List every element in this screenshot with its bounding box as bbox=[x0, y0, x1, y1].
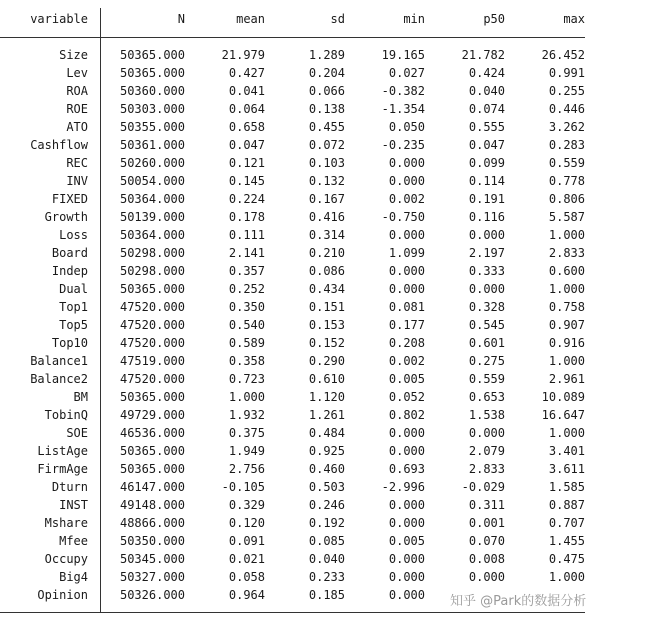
value-cell: 0.358 bbox=[228, 354, 265, 368]
table-row bbox=[0, 370, 585, 388]
value-cell: 0.191 bbox=[468, 192, 505, 206]
value-cell: 0.151 bbox=[308, 300, 345, 314]
value-cell: 1.000 bbox=[548, 570, 585, 584]
value-cell: 1.289 bbox=[308, 48, 345, 62]
value-cell: 0.000 bbox=[388, 444, 425, 458]
value-cell: 19.165 bbox=[381, 48, 425, 62]
table-row bbox=[0, 154, 585, 172]
value-cell: 5.587 bbox=[548, 210, 585, 224]
value-cell: 0.601 bbox=[468, 336, 505, 350]
value-cell: 2.141 bbox=[228, 246, 265, 260]
variable-name-cell: ROE bbox=[66, 102, 88, 116]
value-cell: 0.005 bbox=[388, 534, 425, 548]
value-cell: 0.460 bbox=[308, 462, 345, 476]
value-cell: 0.328 bbox=[468, 300, 505, 314]
value-cell: 0.114 bbox=[468, 174, 505, 188]
value-cell: 0.000 bbox=[468, 282, 505, 296]
variable-name-cell: Mshare bbox=[44, 516, 88, 530]
value-cell: 0.314 bbox=[308, 228, 345, 242]
value-cell: 0.600 bbox=[548, 264, 585, 278]
value-cell: 16.647 bbox=[541, 408, 585, 422]
variable-name-cell: Dual bbox=[59, 282, 88, 296]
table-row bbox=[0, 406, 585, 424]
value-cell: 50298.000 bbox=[119, 264, 185, 278]
table-row bbox=[0, 424, 585, 442]
value-cell: 48866.000 bbox=[119, 516, 185, 530]
table-row bbox=[0, 352, 585, 370]
header-divider bbox=[0, 37, 585, 38]
value-cell: 0.040 bbox=[468, 84, 505, 98]
value-cell: 0.085 bbox=[308, 534, 345, 548]
value-cell: 0.503 bbox=[308, 480, 345, 494]
value-cell: 0.559 bbox=[468, 372, 505, 386]
value-cell: 50345.000 bbox=[119, 552, 185, 566]
value-cell: 0.693 bbox=[388, 462, 425, 476]
value-cell: 0.658 bbox=[228, 120, 265, 134]
variable-name-cell: FIXED bbox=[51, 192, 88, 206]
value-cell: 49148.000 bbox=[119, 498, 185, 512]
table-bottom-rule bbox=[0, 612, 585, 613]
variable-name-cell: Loss bbox=[59, 228, 88, 242]
value-cell: -0.029 bbox=[461, 480, 505, 494]
variable-name-cell: Top5 bbox=[59, 318, 88, 332]
table-row bbox=[0, 280, 585, 298]
value-cell: 50365.000 bbox=[119, 66, 185, 80]
value-cell: 0.041 bbox=[228, 84, 265, 98]
value-cell: 0.252 bbox=[228, 282, 265, 296]
value-cell: 50364.000 bbox=[119, 192, 185, 206]
variable-name-cell: Growth bbox=[44, 210, 88, 224]
value-cell: 49729.000 bbox=[119, 408, 185, 422]
variable-name-cell: Indep bbox=[51, 264, 88, 278]
value-cell: 1.000 bbox=[548, 282, 585, 296]
value-cell: -2.996 bbox=[381, 480, 425, 494]
value-cell: 0.086 bbox=[308, 264, 345, 278]
value-cell: 0.000 bbox=[388, 156, 425, 170]
table-row bbox=[0, 550, 585, 568]
value-cell: 0.040 bbox=[308, 552, 345, 566]
value-cell: 50361.000 bbox=[119, 138, 185, 152]
variable-name-cell: Board bbox=[51, 246, 88, 260]
value-cell: 1.949 bbox=[228, 444, 265, 458]
value-cell: 0.329 bbox=[228, 498, 265, 512]
value-cell: 50054.000 bbox=[119, 174, 185, 188]
table-row bbox=[0, 244, 585, 262]
value-cell: 0.000 bbox=[388, 516, 425, 530]
table-row bbox=[0, 172, 585, 190]
value-cell: 0.000 bbox=[388, 174, 425, 188]
variable-name-cell: ROA bbox=[66, 84, 88, 98]
value-cell: 0.177 bbox=[388, 318, 425, 332]
value-cell: 0.116 bbox=[468, 210, 505, 224]
table-row bbox=[0, 208, 585, 226]
value-cell: 0.145 bbox=[228, 174, 265, 188]
value-cell: 50260.000 bbox=[119, 156, 185, 170]
value-cell: 46536.000 bbox=[119, 426, 185, 440]
table-row bbox=[0, 226, 585, 244]
header-row bbox=[0, 10, 585, 28]
value-cell: 0.132 bbox=[308, 174, 345, 188]
header-p50: p50 bbox=[483, 12, 505, 26]
value-cell: 0.008 bbox=[468, 552, 505, 566]
value-cell: 0.246 bbox=[308, 498, 345, 512]
value-cell: 47520.000 bbox=[119, 372, 185, 386]
value-cell: 0.357 bbox=[228, 264, 265, 278]
value-cell: 0.192 bbox=[308, 516, 345, 530]
value-cell: 50303.000 bbox=[119, 102, 185, 116]
variable-name-cell: Size bbox=[59, 48, 88, 62]
value-cell: 0.778 bbox=[548, 174, 585, 188]
value-cell: 0.000 bbox=[388, 498, 425, 512]
value-cell: 0.047 bbox=[468, 138, 505, 152]
value-cell: 0.484 bbox=[308, 426, 345, 440]
value-cell: 50365.000 bbox=[119, 282, 185, 296]
value-cell: 0.000 bbox=[388, 570, 425, 584]
value-cell: 0.233 bbox=[308, 570, 345, 584]
value-cell: 0.311 bbox=[468, 498, 505, 512]
value-cell: 47519.000 bbox=[119, 354, 185, 368]
value-cell: 0.050 bbox=[388, 120, 425, 134]
value-cell: 0.111 bbox=[228, 228, 265, 242]
value-cell: 50350.000 bbox=[119, 534, 185, 548]
value-cell: 1.000 bbox=[548, 228, 585, 242]
value-cell: 50365.000 bbox=[119, 390, 185, 404]
value-cell: 0.047 bbox=[228, 138, 265, 152]
value-cell: 0.545 bbox=[468, 318, 505, 332]
header-max: max bbox=[563, 12, 585, 26]
value-cell: 1.261 bbox=[308, 408, 345, 422]
value-cell: 0.178 bbox=[228, 210, 265, 224]
value-cell: 0.021 bbox=[228, 552, 265, 566]
value-cell: 50139.000 bbox=[119, 210, 185, 224]
value-cell: 1.932 bbox=[228, 408, 265, 422]
value-cell: 2.197 bbox=[468, 246, 505, 260]
variable-name-cell: Balance1 bbox=[30, 354, 88, 368]
value-cell: 1.000 bbox=[228, 390, 265, 404]
value-cell: 0.255 bbox=[548, 84, 585, 98]
value-cell: 50365.000 bbox=[119, 48, 185, 62]
value-cell: 0.907 bbox=[548, 318, 585, 332]
value-cell: 0.475 bbox=[548, 552, 585, 566]
value-cell: 50326.000 bbox=[119, 588, 185, 602]
value-cell: 0.000 bbox=[388, 426, 425, 440]
value-cell: 2.079 bbox=[468, 444, 505, 458]
value-cell: 0.290 bbox=[308, 354, 345, 368]
value-cell: 0.121 bbox=[228, 156, 265, 170]
value-cell: 21.979 bbox=[221, 48, 265, 62]
value-cell: 0.427 bbox=[228, 66, 265, 80]
value-cell: 0.653 bbox=[468, 390, 505, 404]
variable-name-cell: Mfee bbox=[59, 534, 88, 548]
value-cell: 0.153 bbox=[308, 318, 345, 332]
variable-name-cell: Cashflow bbox=[30, 138, 88, 152]
value-cell: 0.610 bbox=[308, 372, 345, 386]
value-cell: 1.000 bbox=[548, 426, 585, 440]
table-row bbox=[0, 136, 585, 154]
value-cell: 10.089 bbox=[541, 390, 585, 404]
value-cell: 0.002 bbox=[388, 192, 425, 206]
value-cell: 0.000 bbox=[388, 228, 425, 242]
table-row bbox=[0, 532, 585, 550]
table-row bbox=[0, 262, 585, 280]
value-cell: 0.925 bbox=[308, 444, 345, 458]
value-cell: 1.099 bbox=[388, 246, 425, 260]
value-cell: 47520.000 bbox=[119, 318, 185, 332]
table-row bbox=[0, 460, 585, 478]
value-cell: 2.756 bbox=[228, 462, 265, 476]
value-cell: -0.750 bbox=[381, 210, 425, 224]
value-cell: 0.375 bbox=[228, 426, 265, 440]
value-cell: 0.185 bbox=[308, 588, 345, 602]
value-cell: 1.585 bbox=[548, 480, 585, 494]
value-cell: 0.000 bbox=[468, 570, 505, 584]
value-cell: 1.120 bbox=[308, 390, 345, 404]
value-cell: 0.001 bbox=[468, 516, 505, 530]
variable-name-cell: Big4 bbox=[59, 570, 88, 584]
value-cell: 0.058 bbox=[228, 570, 265, 584]
value-cell: 1.538 bbox=[468, 408, 505, 422]
value-cell: 0.887 bbox=[548, 498, 585, 512]
value-cell: 1.000 bbox=[548, 354, 585, 368]
value-cell: 1.455 bbox=[548, 534, 585, 548]
table-row bbox=[0, 118, 585, 136]
variable-name-cell: INV bbox=[66, 174, 88, 188]
table-row bbox=[0, 514, 585, 532]
table-row bbox=[0, 64, 585, 82]
value-cell: 0.208 bbox=[388, 336, 425, 350]
value-cell: 0.138 bbox=[308, 102, 345, 116]
value-cell: 0.000 bbox=[388, 282, 425, 296]
variable-name-cell: Top10 bbox=[51, 336, 88, 350]
value-cell: 0.066 bbox=[308, 84, 345, 98]
value-cell: 50364.000 bbox=[119, 228, 185, 242]
value-cell: 0.074 bbox=[468, 102, 505, 116]
value-cell: 0.916 bbox=[548, 336, 585, 350]
value-cell: 0.064 bbox=[228, 102, 265, 116]
value-cell: 0.103 bbox=[308, 156, 345, 170]
value-cell: 0.416 bbox=[308, 210, 345, 224]
table-row bbox=[0, 442, 585, 460]
value-cell: 0.806 bbox=[548, 192, 585, 206]
variable-name-cell: REC bbox=[66, 156, 88, 170]
variable-name-cell: ATO bbox=[66, 120, 88, 134]
value-cell: 2.961 bbox=[548, 372, 585, 386]
table-row bbox=[0, 100, 585, 118]
value-cell: 0.589 bbox=[228, 336, 265, 350]
value-cell: -0.235 bbox=[381, 138, 425, 152]
value-cell: 0.723 bbox=[228, 372, 265, 386]
value-cell: 0.000 bbox=[388, 588, 425, 602]
value-cell: 0.120 bbox=[228, 516, 265, 530]
value-cell: 50365.000 bbox=[119, 444, 185, 458]
variable-name-cell: TobinQ bbox=[44, 408, 88, 422]
value-cell: 0.283 bbox=[548, 138, 585, 152]
value-cell: 0.000 bbox=[388, 552, 425, 566]
value-cell: 50327.000 bbox=[119, 570, 185, 584]
value-cell: 3.611 bbox=[548, 462, 585, 476]
value-cell: 0.070 bbox=[468, 534, 505, 548]
variable-name-cell: ListAge bbox=[37, 444, 88, 458]
variable-name-cell: Lev bbox=[66, 66, 88, 80]
value-cell: 50298.000 bbox=[119, 246, 185, 260]
value-cell: 21.782 bbox=[461, 48, 505, 62]
value-cell: 0.204 bbox=[308, 66, 345, 80]
variable-name-cell: Balance2 bbox=[30, 372, 88, 386]
value-cell: 0.350 bbox=[228, 300, 265, 314]
value-cell: 0.081 bbox=[388, 300, 425, 314]
value-cell: 0.027 bbox=[388, 66, 425, 80]
header-min: min bbox=[403, 12, 425, 26]
value-cell: 0.002 bbox=[388, 354, 425, 368]
value-cell: 0.275 bbox=[468, 354, 505, 368]
table-row bbox=[0, 388, 585, 406]
value-cell: 0.964 bbox=[228, 588, 265, 602]
value-cell: 47520.000 bbox=[119, 336, 185, 350]
value-cell: 0.446 bbox=[548, 102, 585, 116]
table-row bbox=[0, 190, 585, 208]
value-cell: -0.105 bbox=[221, 480, 265, 494]
value-cell: 0.555 bbox=[468, 120, 505, 134]
value-cell: 47520.000 bbox=[119, 300, 185, 314]
table-row bbox=[0, 334, 585, 352]
table-row bbox=[0, 316, 585, 334]
table-row bbox=[0, 478, 585, 496]
value-cell: 0.091 bbox=[228, 534, 265, 548]
value-cell: 0.072 bbox=[308, 138, 345, 152]
value-cell: 0.758 bbox=[548, 300, 585, 314]
table-row bbox=[0, 568, 585, 586]
variable-name-cell: SOE bbox=[66, 426, 88, 440]
table-row bbox=[0, 82, 585, 100]
value-cell: 0.000 bbox=[468, 228, 505, 242]
value-cell: 0.224 bbox=[228, 192, 265, 206]
value-cell: -1.354 bbox=[381, 102, 425, 116]
value-cell: 0.152 bbox=[308, 336, 345, 350]
value-cell: 0.991 bbox=[548, 66, 585, 80]
value-cell: 0.000 bbox=[468, 426, 505, 440]
header-mean: mean bbox=[236, 12, 265, 26]
value-cell: 3.262 bbox=[548, 120, 585, 134]
value-cell: -0.382 bbox=[381, 84, 425, 98]
value-cell: 46147.000 bbox=[119, 480, 185, 494]
header-n: N bbox=[177, 12, 185, 26]
header-sd: sd bbox=[330, 12, 345, 26]
value-cell: 0.455 bbox=[308, 120, 345, 134]
value-cell: 0.333 bbox=[468, 264, 505, 278]
value-cell: 0.052 bbox=[388, 390, 425, 404]
value-cell: 0.434 bbox=[308, 282, 345, 296]
variable-name-cell: Occupy bbox=[44, 552, 88, 566]
value-cell: 0.424 bbox=[468, 66, 505, 80]
value-cell: 50365.000 bbox=[119, 462, 185, 476]
variable-name-cell: INST bbox=[59, 498, 88, 512]
variable-name-cell: FirmAge bbox=[37, 462, 88, 476]
value-cell: 50360.000 bbox=[119, 84, 185, 98]
value-cell: 26.452 bbox=[541, 48, 585, 62]
value-cell: 0.802 bbox=[388, 408, 425, 422]
variable-name-cell: BM bbox=[73, 390, 88, 404]
value-cell: 0.210 bbox=[308, 246, 345, 260]
watermark-text: 知乎 @Park的数据分析 bbox=[450, 594, 587, 609]
value-cell: 2.833 bbox=[548, 246, 585, 260]
value-cell: 50355.000 bbox=[119, 120, 185, 134]
header-variable: variable bbox=[30, 12, 88, 26]
value-cell: 2.833 bbox=[468, 462, 505, 476]
variable-name-cell: Opinion bbox=[37, 588, 88, 602]
value-cell: 0.707 bbox=[548, 516, 585, 530]
value-cell: 0.099 bbox=[468, 156, 505, 170]
value-cell: 3.401 bbox=[548, 444, 585, 458]
table-row bbox=[0, 298, 585, 316]
value-cell: 0.559 bbox=[548, 156, 585, 170]
value-cell: 0.540 bbox=[228, 318, 265, 332]
variable-name-cell: Top1 bbox=[59, 300, 88, 314]
variable-name-cell: Dturn bbox=[51, 480, 88, 494]
value-cell: 0.005 bbox=[388, 372, 425, 386]
value-cell: 0.167 bbox=[308, 192, 345, 206]
value-cell: 0.000 bbox=[388, 264, 425, 278]
table-row bbox=[0, 46, 585, 64]
table-row bbox=[0, 496, 585, 514]
